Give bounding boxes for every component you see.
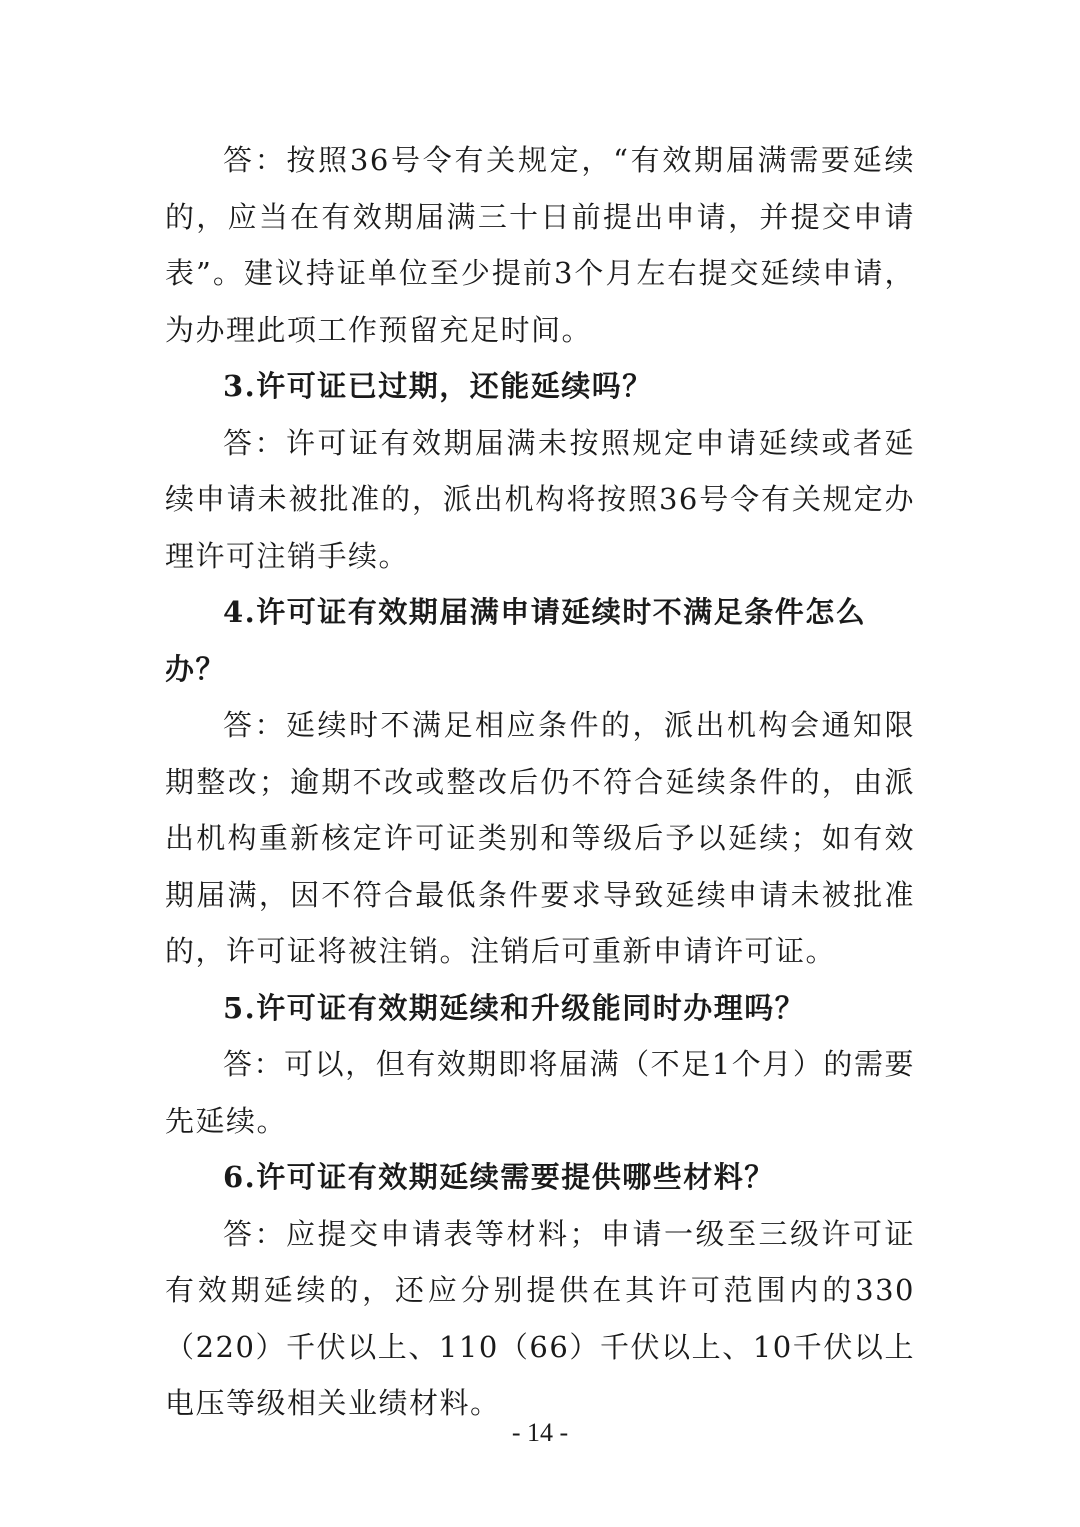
page-body: [165, 132, 915, 1432]
page-number: - 14 -: [511, 1418, 569, 1447]
answer-paragraph-6: 答：应提交申请表等材料；申请一级至三级许可证有效期延续的，还应分别提供在其许可范围内的330（220）千伏以上、110（66）千伏以上、10千伏以上电压等级相关业绩材料。: [165, 1216, 915, 1420]
question-heading-5: 5.许可证有效期延续和升级能同时办理吗？: [223, 990, 806, 1025]
answer-paragraph-3: 答：许可证有效期届满未按照规定申请延续或者延续申请未被批准的，派出机构将按照36号令有关规定办理许可注销手续。: [165, 425, 915, 573]
question-heading-4: 4.许可证有效期届满申请延续时不满足条件怎么办？: [165, 595, 867, 686]
question-heading-3: 3.许可证已过期，还能延续吗？: [223, 369, 653, 403]
answer-paragraph-2: 答：按照36号令有关规定，“有效期届满需要延续的，应当在有效期届满三十日前提出申请，并提交申请表”。建议持证单位至少提前3个月左右提交延续申请，为办理此项工作预留充足时间。: [165, 143, 915, 347]
answer-paragraph-4: 答：延续时不满足相应条件的，派出机构会通知限期整改；逾期不改或整改后仍不符合延续条件的，由派出机构重新核定许可证类别和等级后予以延续；如有效期届满，因不符合最低条件要求导致延续申请未被批准的，许可证将被注销。注销后可重新申请许可证。: [165, 708, 915, 968]
question-heading-6: 6.许可证有效期延续需要提供哪些材料？: [223, 1160, 775, 1194]
answer-paragraph-5: 答：可以，但有效期即将届满（不足1个月）的需要先延续。: [165, 1047, 915, 1138]
